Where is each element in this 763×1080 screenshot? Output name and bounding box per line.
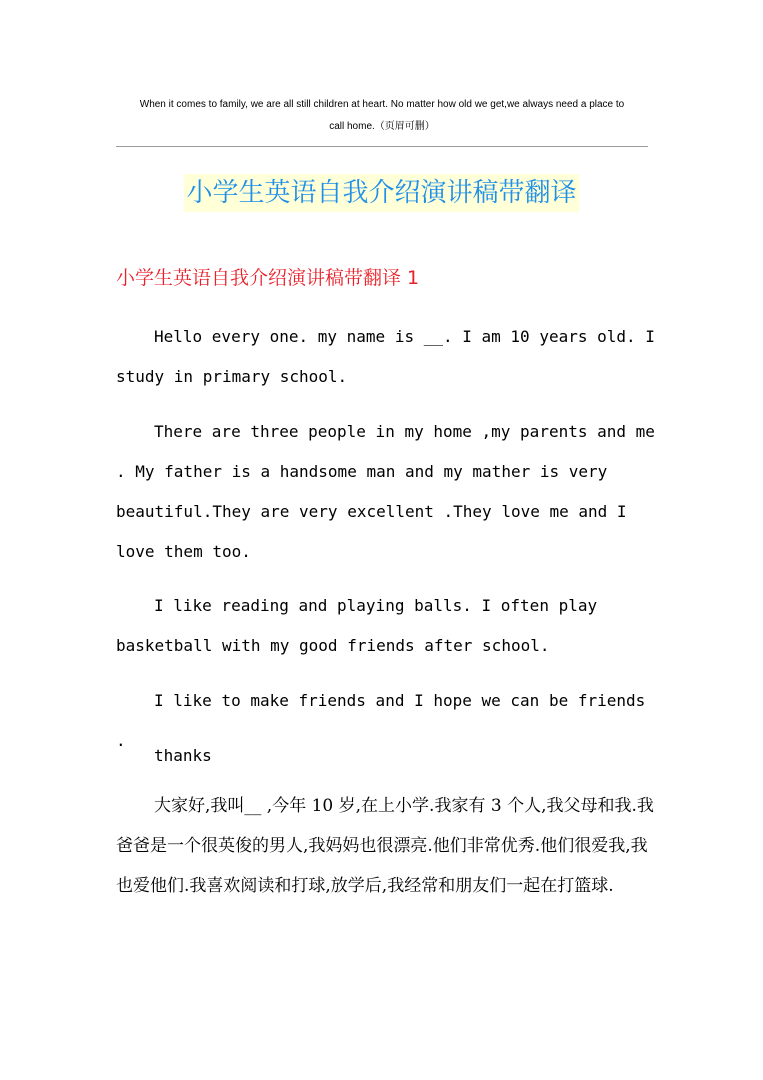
paragraph-hobbies: I like reading and playing balls. I often play basketball with my good friends after school. — [116, 596, 607, 655]
paragraph-family: There are three people in my home ,my parents and me . My father is a handsome man and my mather is very beautiful.They are very excellent .They love me and I love them too. — [116, 422, 665, 561]
paragraph-friends: I like to make friends and I hope we can be friends . — [116, 691, 655, 750]
header-line-2: call home.（页眉可删） — [329, 121, 435, 132]
document-title: 小学生英语自我介绍演讲稿带翻译 — [184, 174, 578, 212]
header-line-1: When it comes to family, we are all still children at heart. No matter how old we get,we always need a place to — [139, 99, 625, 110]
paragraph-intro: Hello every one. my name is __. I am 10 years old. I study in primary school. — [116, 327, 665, 386]
paragraph-translation: 大家好,我叫__ ,今年 10 岁,在上小学.我家有 3 个人,我父母和我.我爸爸是一个很英俊的男人,我妈妈也很漂亮.他们非常优秀.他们很爱我,我也爱他们.我喜欢阅读和打球,放学后,我经常和朋友们一起在打篮球. — [116, 796, 654, 896]
title-container — [0, 174, 763, 212]
header-divider — [116, 146, 648, 147]
section-heading: 小学生英语自我介绍演讲稿带翻译 1 — [116, 267, 420, 289]
paragraph-thanks: thanks — [154, 746, 212, 765]
page-header — [116, 94, 648, 138]
